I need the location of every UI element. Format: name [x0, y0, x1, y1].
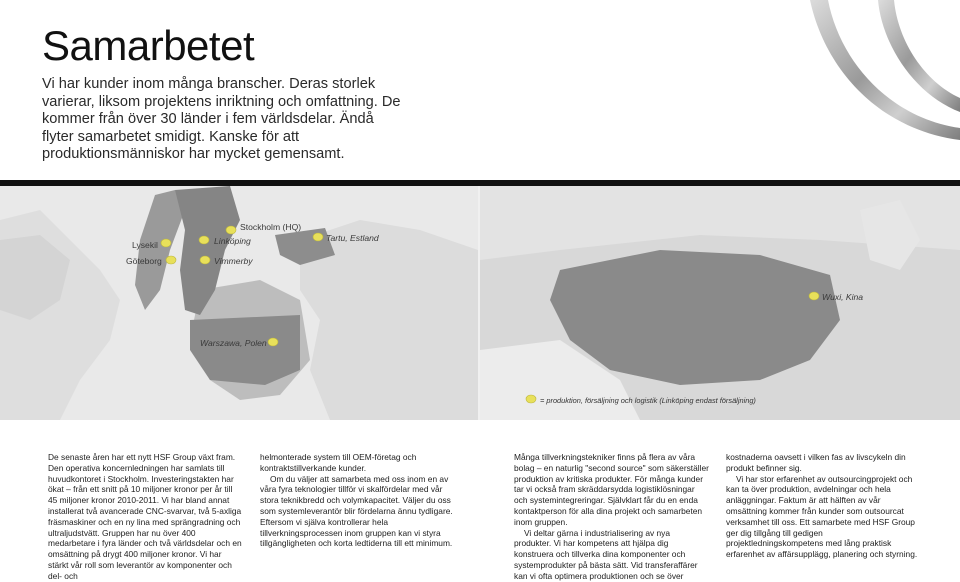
column-3-paragraph-2: Vi deltar gärna i industrialisering av nya produkter. Vi har kompetens att hjälpa dig konstruera och tillverka dina komponenter och systemprodukter på bästa sätt. Vid transferaffärer kan vi ofta optimera produktionen och se över	[514, 527, 698, 581]
metal-rings-image	[770, 0, 960, 150]
label-goteborg: Göteborg	[126, 256, 162, 266]
text-column-4	[726, 452, 921, 560]
page-title: Samarbetet	[42, 22, 255, 69]
text-column-3	[514, 452, 709, 582]
map-legend: = produktion, försäljning och logistik (Linköping endast försäljning)	[540, 396, 756, 405]
column-4-paragraph-2: Vi har stor erfarenhet av outsourcingprojekt och kan ta över produktion, avdelningar och hela anläggningar. Faktum är att hälften av vår omsättning kommer från kunder som outsourcat verksamhet till oss. Ett samarbete med HSF Group ger dig tillgång till gedigen projektledningskompetens med lång praktisk erfarenhet av affärsupplägg, planering och styrning.	[726, 473, 918, 560]
column-2-paragraph-2: Om du väljer att samarbeta med oss inom en av våra fyra teknologier tillför vi skalfördelar med vår stora teknikbredd och volymkapacitet. Väljer du oss som systemleverantör blir fördelarna ännu tydligare. Eftersom vi själva kontrollerar hela tillverkningsprocessen inom gruppen kan vi styra tillgängligheten och korta ledtiderna till ett minimum.	[260, 473, 453, 549]
label-warszawa: Warszawa, Polen	[200, 338, 267, 348]
intro-text: Vi har kunder inom många branscher. Deras storlek varierar, liksom projektens inriktning och omfattning. De kommer från över 30 länder i fem världsdelar. Ändå flyter samarbetet smidigt. Kanske för att produktionsmänniskor har mycket gemensamt.	[42, 76, 401, 162]
column-1-paragraph: De senaste åren har ett nytt HSF Group växt fram. Den operativa koncernledningen har samlats till huvudkontoret i Stockholm. Investeringstakten har ökat – från ett snitt på 10 miljoner kronor per år till 45 miljoner kronor 2010-2011. Vi har bland annat installerat två avancerade CNC-svarvar, två 5-axliga fräsmaskiner och en ny lina med sprängradning och ultraljudstvätt. Gruppen har nu över 400 medarbetare i fyra länder och två världsdelar och en omsättning på drygt 400 miljoner kronor. Vi har stärkt vår roll som leverantör av komponenter och del- och	[48, 452, 242, 581]
location-map	[0, 180, 960, 420]
text-column-2	[260, 452, 455, 549]
text-column-1	[48, 452, 243, 582]
label-linkoping: Linköping	[214, 236, 251, 246]
label-lysekil: Lysekil	[132, 240, 158, 250]
label-stockholm: Stockholm (HQ)	[240, 222, 302, 232]
column-3-paragraph-1: Många tillverkningstekniker finns på flera av våra bolag – en naturlig "second source" som säkerställer produktion av kritiska produkter. För många kunder tar vi också fram skräddarsydda logistiklösningar och systemintegreringar. Självklart får du en enda kontaktperson för alla dina projekt och samarbeten inom gruppen.	[514, 452, 709, 527]
label-vimmerby: Vimmerby	[214, 256, 253, 266]
column-2-paragraph-1: helmonterade system till OEM-företag och kontraktstillverkande kunder.	[260, 452, 417, 473]
label-wuxi: Wuxi, Kina	[822, 292, 864, 302]
column-4-paragraph-1: kostnaderna oavsett i vilken fas av livscykeln din produkt befinner sig.	[726, 452, 906, 473]
map-graphic	[0, 180, 960, 420]
label-tartu: Tartu, Estland	[326, 233, 379, 243]
